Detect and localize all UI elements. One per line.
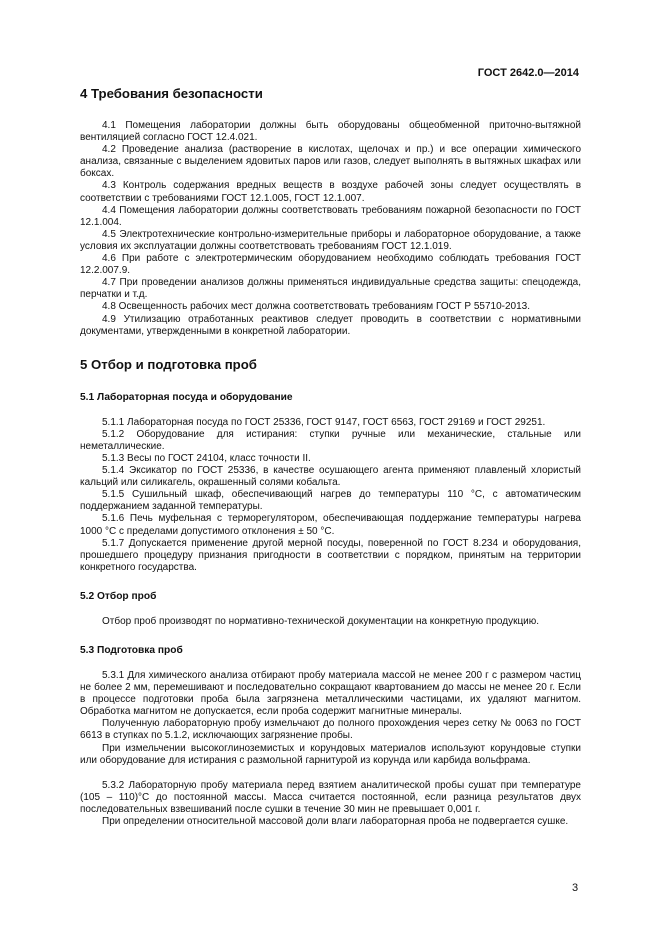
paragraph-4-3: 4.3 Контроль содержания вредных веществ в воздухе рабочей зоны следует осуществлять в соответствии с требованиями ГОСТ 12.1.005, ГОСТ 12.1.007. xyxy=(80,180,581,204)
paragraph-5-1-3: 5.1.3 Весы по ГОСТ 24104, класс точности II. xyxy=(102,452,311,464)
subsection-5-3-title: 5.3 Подготовка проб xyxy=(80,645,183,656)
paragraph-5-1-7: 5.1.7 Допускается применение другой мерной посуды, поверенной по ГОСТ 8.234 и оборудования, прошедшего процедуру признания пригодности в соответствии с порядком, принятым на территории конкретного государства. xyxy=(80,537,581,573)
paragraph-5-3-1-sieve: Полученную лабораторную пробу измельчают до полного прохождения через сетку № 0063 по ГОСТ 6613 в ступках по 5.1.2, исключающих загрязнение пробы. xyxy=(80,718,581,742)
paragraph-4-4: 4.4 Помещения лаборатории должны соответствовать требованиям пожарной безопасности по ГОСТ 12.1.004. xyxy=(80,204,581,228)
paragraph-5-3-1: 5.3.1 Для химического анализа отбирают пробу материала массой не менее 200 г с размером частиц не более 2 мм, перемешивают и последовательно сокращают квартованием до массы не менее 20 г. Если в процессе подготовки проба была загрязнена металлическими частицами, их удаляют магнитом. Обработка магнитом не допускается, если проба содержит магнитные минералы. xyxy=(80,670,581,718)
paragraph-4-1: 4.1 Помещения лаборатории должны быть оборудованы общеобменной приточно-вытяжной вентиляцией согласно ГОСТ 12.4.021. xyxy=(80,120,581,144)
paragraph-4-8: 4.8 Освещенность рабочих мест должна соответствовать требованиям ГОСТ Р 55710-2013. xyxy=(102,301,530,313)
paragraph-5-3-1-corundum: При измельчении высокоглиноземистых и корундовых материалов используют корундовые ступки или оборудование для истирания с размольной гарнитурой из корунда или карбида вольфрама. xyxy=(80,742,581,766)
paragraph-5-1-6: 5.1.6 Печь муфельная с терморегулятором, обеспечивающая поддержание температуры нагрева 1000 °С с пределами допустимого отклонения ± 50 °С. xyxy=(80,513,581,537)
paragraph-5-2: Отбор проб производят по нормативно-технической документации на конкретную продукцию. xyxy=(102,615,540,627)
page-number: 3 xyxy=(572,882,579,894)
paragraph-5-1-1: 5.1.1 Лабораторная посуда по ГОСТ 25336, ГОСТ 9147, ГОСТ 6563, ГОСТ 29169 и ГОСТ 29251. xyxy=(102,416,546,428)
paragraph-5-3-2-moisture: При определении относительной массовой доли влаги лабораторная проба не подвергается сушке. xyxy=(102,816,569,828)
paragraph-5-1-4: 5.1.4 Эксикатор по ГОСТ 25336, в качестве осушающего агента применяют плавленый хлористый кальций или силикагель, окрашенный солями кобальта. xyxy=(80,465,581,489)
subsection-5-1-body xyxy=(80,417,581,574)
subsection-5-2-title: 5.2 Отбор проб xyxy=(80,590,157,602)
section-4-title: 4 Требования безопасности xyxy=(80,86,263,101)
paragraph-5-1-2: 5.1.2 Оборудование для истирания: ступки ручные или механические, стальные или неметаллические. xyxy=(80,428,581,452)
paragraph-5-1-5: 5.1.5 Сушильный шкаф, обеспечивающий нагрев до температуры 110 °С, с автоматическим поддержанием заданной температуры. xyxy=(80,489,581,513)
subsection-5-1-title: 5.1 Лабораторная посуда и оборудование xyxy=(80,391,293,403)
subsection-5-3-body xyxy=(80,670,581,828)
standard-header: ГОСТ 2642.0—2014 xyxy=(477,67,579,79)
paragraph-4-7: 4.7 При проведении анализов должны применяться индивидуальные средства защиты: спецодежда, перчатки и т.д. xyxy=(80,277,581,301)
paragraph-4-5: 4.5 Электротехнические контрольно-измерительные приборы и лабораторное оборудование, а также условия их эксплуатации должны соответствовать требованиям ГОСТ 12.1.019. xyxy=(80,228,581,252)
section-5-title: 5 Отбор и подготовка проб xyxy=(80,356,257,372)
page-content xyxy=(80,86,581,828)
paragraph-5-3-2: 5.3.2 Лабораторную пробу материала перед взятием аналитической пробы сушат при температуре (105 – 110)°С до постоянной массы. Масса считается постоянной, если разница результатов двух последовательных взвешиваний после сушки в течение 30 мин не превышает 0,001 г. xyxy=(80,779,581,815)
section-4-body xyxy=(80,120,581,338)
paragraph-4-6: 4.6 При работе с электротермическим оборудованием необходимо соблюдать требования ГОСТ 12.2.007.9. xyxy=(80,253,581,277)
paragraph-4-2: 4.2 Проведение анализа (растворение в кислотах, щелочах и пр.) и все операции химического анализа, связанные с выделением ядовитых паров или газов, следует выполнять в вытяжных шкафах или боксах. xyxy=(80,144,581,180)
paragraph-4-9: 4.9 Утилизацию отработанных реактивов следует проводить в соответствии с нормативными документами, утвержденными в конкретной лаборатории. xyxy=(80,313,581,337)
